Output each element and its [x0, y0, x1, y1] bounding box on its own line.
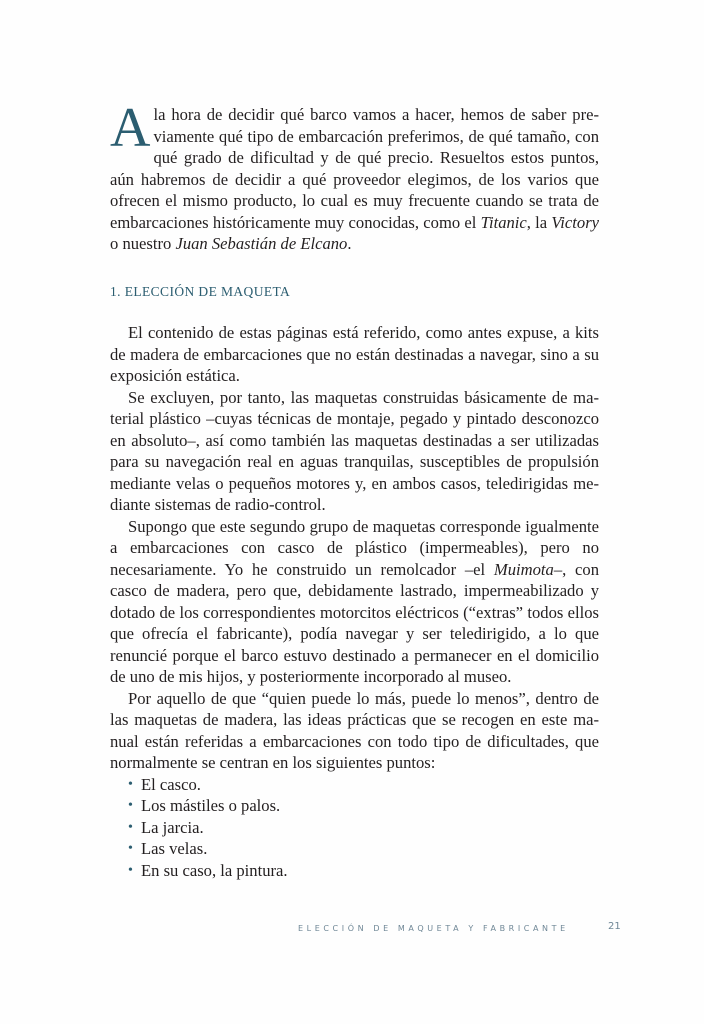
page-number: 21 — [608, 921, 621, 932]
paragraph-3 — [110, 516, 599, 688]
list-item-text: Las velas. — [141, 839, 208, 858]
list-item-text: La jarcia. — [141, 817, 204, 837]
paragraph-4: Por aquello de que “quien puede lo más, puede lo menos”, dentro de las maquetas de madera, las ideas prácticas que se recogen en este manual están referidas a embarcaciones con todo tipo de dificultades, que normalmente se centran en los siguientes puntos: — [110, 688, 599, 772]
list-item — [128, 860, 599, 882]
ship-name-muimota: Muimota — [493, 559, 554, 579]
intro-text-end: . — [347, 234, 352, 253]
paragraph-3-start: Supongo que este segundo grupo de maquetas corresponde igualmente a embarcaciones con casco de plástico (impermeables), pero no necesariamente. Yo he construido un remolcador –el — [110, 516, 599, 579]
intro-text-mid: , la — [526, 212, 552, 232]
ship-name-victory: Victory — [551, 212, 600, 232]
bullet-icon: • — [128, 841, 133, 856]
drop-cap: A — [110, 97, 151, 159]
list-item — [128, 795, 599, 817]
bullet-icon: • — [128, 862, 133, 878]
list-item-text: Los mástiles o palos. — [141, 796, 281, 815]
list-item — [128, 817, 599, 839]
ship-name-elcano: Juan Sebastián de Elcano — [175, 234, 348, 253]
bullet-icon: • — [128, 776, 133, 792]
intro-text: la hora de decidir qué barco vamos a hacer, hemos de saber previamente qué tipo de embarcación preferimos, de qué tamaño, con qué grado de dificultad y de qué precio. Resueltos estos puntos, aún habremos de decidir a qué proveedor elegimos, de los varios que ofrecen el mismo producto, lo cual es muy frecuente cuando se trata de embarcaciones históricamente muy conocidas, como el — [110, 105, 599, 232]
list-item-text: El casco. — [141, 774, 201, 794]
list-item-text: En su caso, la pintura. — [141, 860, 288, 880]
running-footer-title: ELECCIÓN DE MAQUETA Y FABRICANTE — [298, 924, 569, 933]
section-heading: 1. ELECCIÓN DE MAQUETA — [110, 283, 291, 299]
bullet-list — [110, 774, 599, 882]
intro-text-mid2: o nuestro — [110, 234, 176, 253]
intro-paragraph — [110, 97, 600, 255]
bullet-icon: • — [128, 798, 133, 813]
bullet-icon: • — [128, 819, 133, 835]
paragraph-1: El contenido de estas páginas está referido, como antes expuse, a kits de madera de embarcaciones que no están destinadas a navegar, sino a su exposición estática. — [110, 323, 599, 385]
main-text — [110, 97, 600, 881]
list-item — [128, 838, 599, 860]
list-item — [128, 774, 599, 796]
paragraph-3-end: –, con casco de madera, pero que, debidamente lastrado, impermeabilizado y dotado de los correspondientes motorcitos eléctricos (“extras” todos ellos que ofrecía el fabricante), podía navegar y ser teledirigido, a lo que renuncié porque el barco estuvo destinado a permanecer en el domicilio de uno de mis hijos, y posteriormente incorporado al museo. — [110, 559, 599, 686]
ship-name-titanic: Titanic — [480, 212, 527, 232]
paragraph-2: Se excluyen, por tanto, las maquetas construidas básicamente de material plástico –cuyas técnicas de montaje, pegado y pintado desconozco en absoluto–, así como también las maquetas destinadas a ser utilizadas para su navegación real en aguas tranquilas, susceptibles de propulsión mediante velas o pequeños motores y, en ambos casos, teledirigidas mediante sistemas de radio-control. — [110, 387, 599, 514]
